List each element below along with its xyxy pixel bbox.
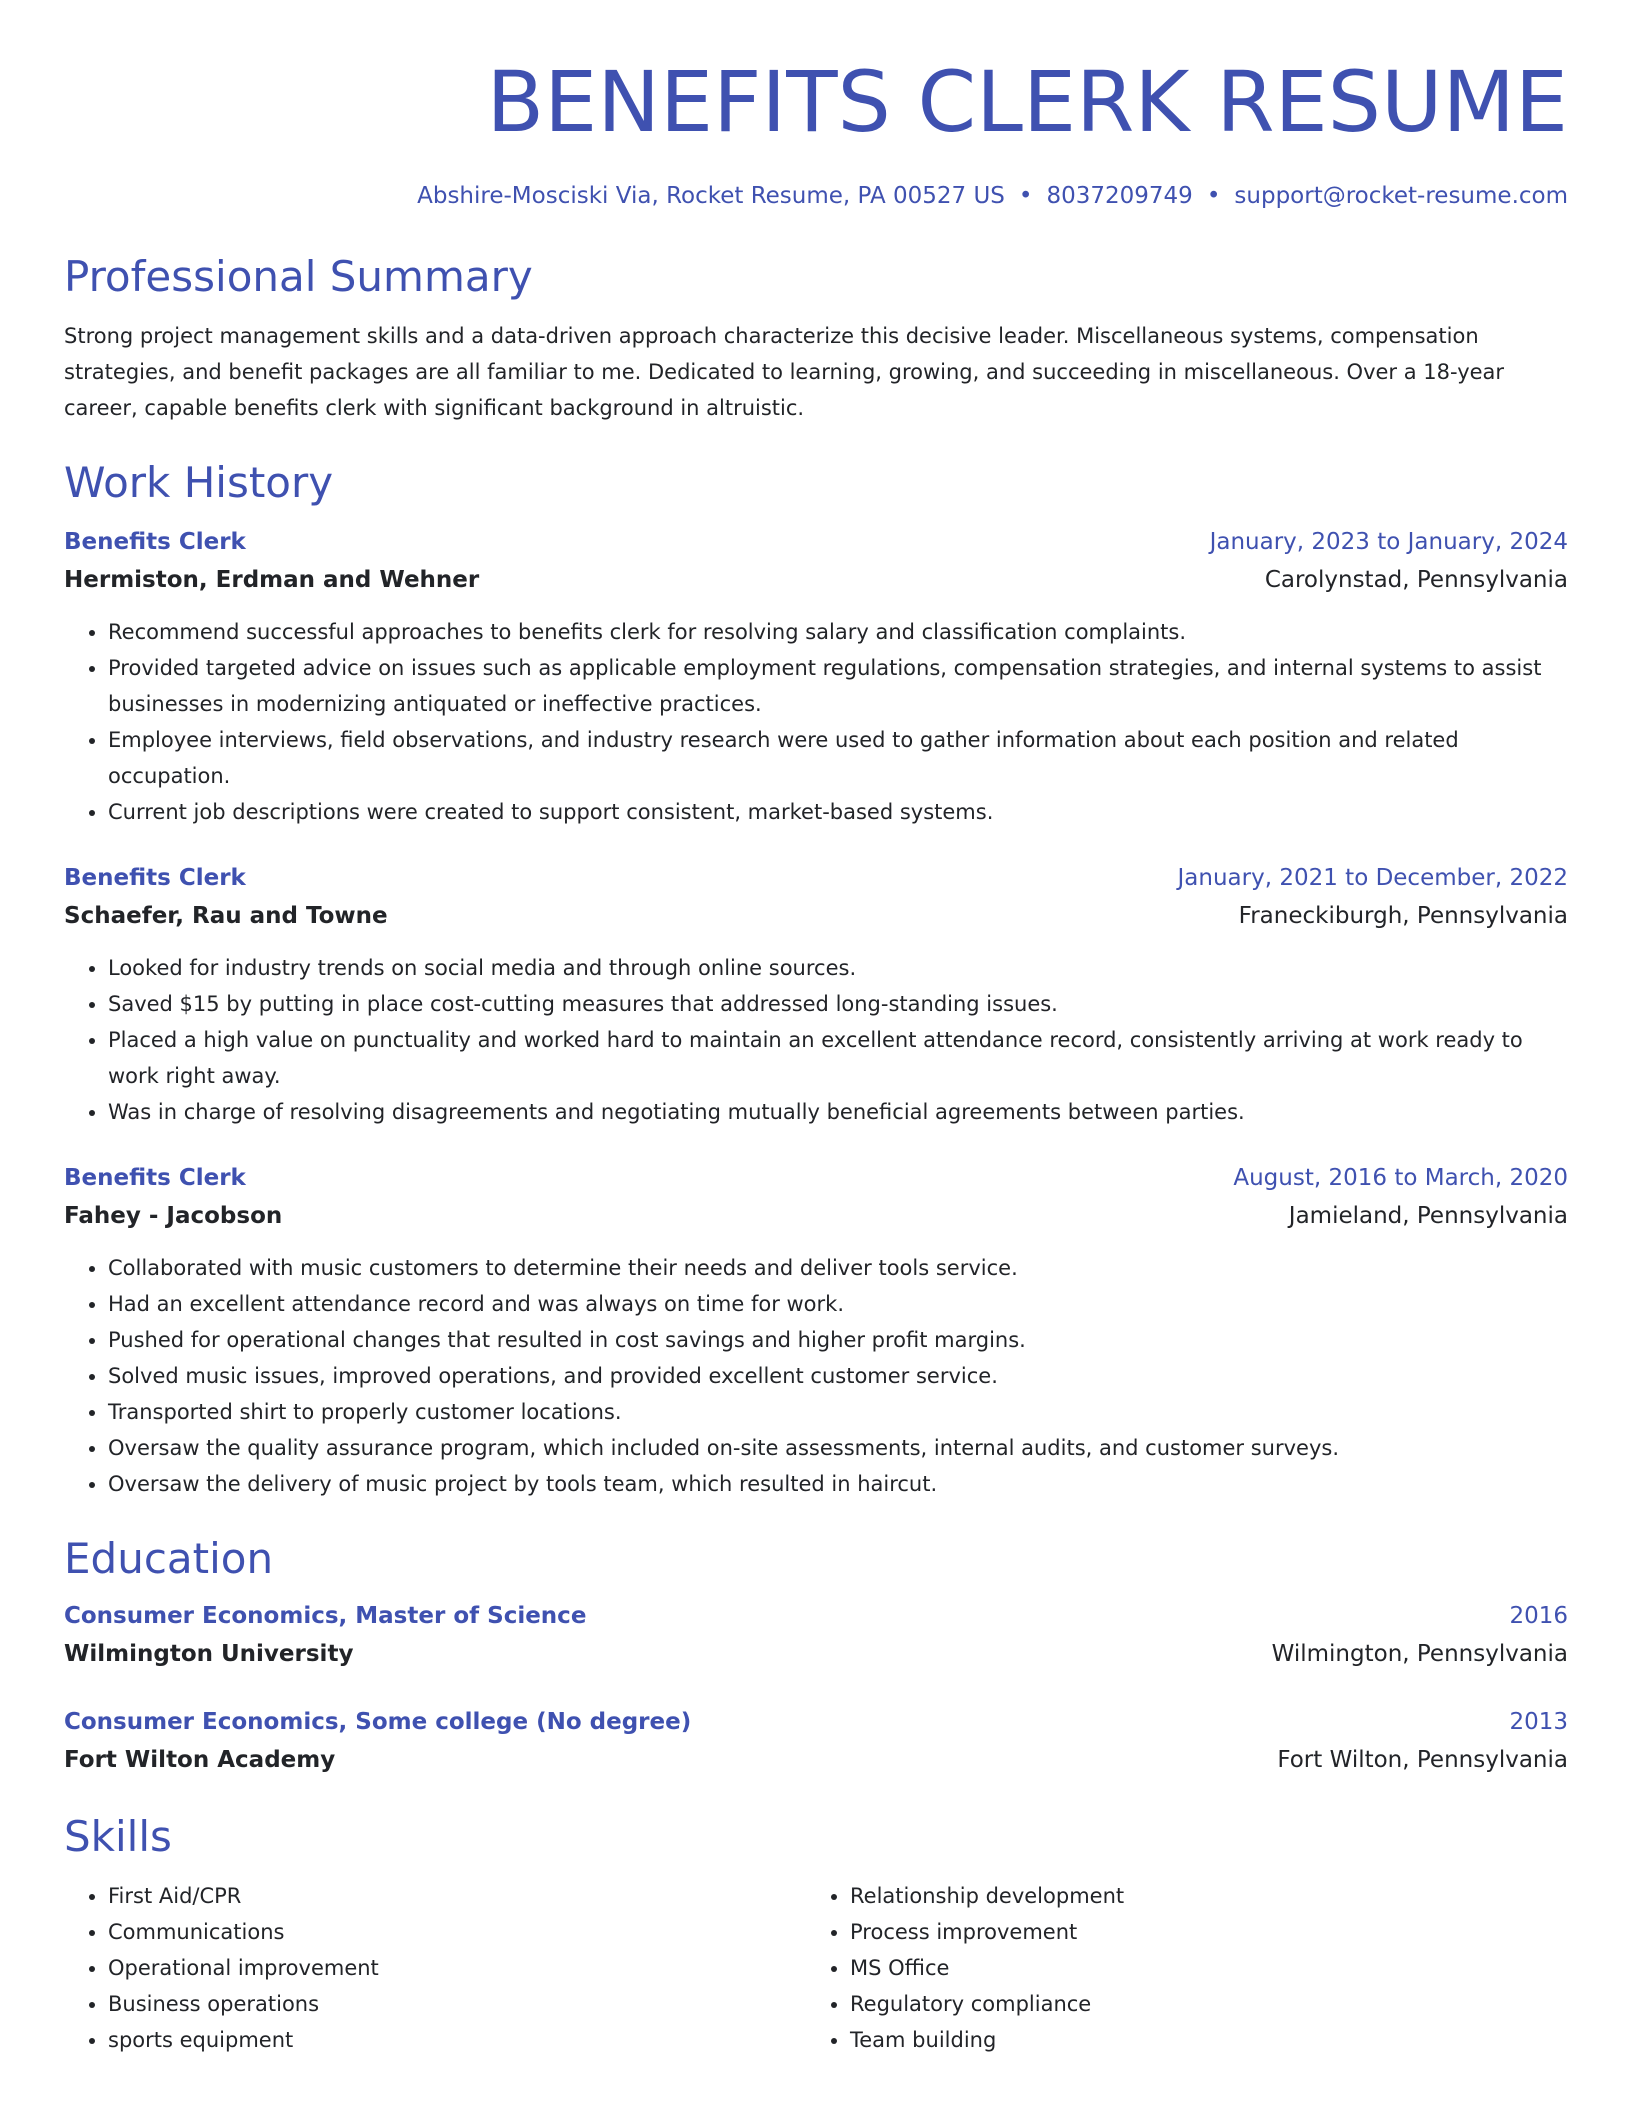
job-location: Jamieland, Pennsylvania <box>1288 1203 1568 1229</box>
list-item: • Oversaw the delivery of music project by tools team, which resulted in haircut. <box>108 1466 1568 1502</box>
resume-title: BENEFITS CLERK RESUME <box>486 53 1568 151</box>
summary-heading: Professional Summary <box>64 252 533 301</box>
summary-text: Strong project management skills and a data-driven approach characterize this decisive leader. Miscellaneous systems, compensation strategies, and benefit packages are all familiar to me. Dedicated to learning, growing, and succeeding in miscellaneous. Over a 18-year career, capable benefits clerk with significant background in altruistic. <box>64 324 1505 420</box>
list-item: • Communications <box>108 1914 806 1950</box>
contact-address: Abshire-Mosciski Via, Rocket Resume, PA 00527 US <box>417 183 1005 209</box>
contact-separator: • <box>1018 183 1033 209</box>
job-company: Fahey - Jacobson <box>64 1203 283 1229</box>
list-item: • Relationship development <box>850 1878 1548 1914</box>
list-item: • Placed a high value on punctuality and worked hard to maintain an excellent attendance record, consistently arriving at work ready to work right away. <box>108 1022 1568 1094</box>
job-location: Carolynstad, Pennsylvania <box>1264 567 1568 593</box>
list-item: • Team building <box>850 2022 1548 2058</box>
work-history-heading: Work History <box>64 458 334 507</box>
list-item: • Looked for industry trends on social media and through online sources. <box>108 950 1568 986</box>
list-item: • Recommend successful approaches to benefits clerk for resolving salary and classification complaints. <box>108 614 1568 650</box>
education-location: Wilmington, Pennsylvania <box>1271 1641 1568 1667</box>
job-entry <box>64 860 1568 1130</box>
list-item: • Process improvement <box>850 1914 1548 1950</box>
job-role: Benefits Clerk <box>64 1165 246 1191</box>
list-item: • sports equipment <box>108 2022 806 2058</box>
job-dates: August, 2016 to March, 2020 <box>1233 1165 1568 1191</box>
list-item: • Current job descriptions were created to support consistent, market-based systems. <box>108 794 1568 830</box>
education-degree: Consumer Economics, Master of Science <box>64 1603 587 1629</box>
skills-column-left <box>64 1878 806 2058</box>
contact-email: support@rocket-resume.com <box>1234 183 1568 209</box>
list-item: • Employee interviews, field observations, and industry research were used to gather information about each position and related occupation. <box>108 722 1568 794</box>
job-company: Hermiston, Erdman and Wehner <box>64 567 480 593</box>
list-item: • Provided targeted advice on issues such as applicable employment regulations, compensation strategies, and internal systems to assist businesses in modernizing antiquated or ineffective practices. <box>108 650 1568 722</box>
education-heading: Education <box>64 1534 274 1583</box>
job-role: Benefits Clerk <box>64 865 246 891</box>
list-item: • Regulatory compliance <box>850 1986 1548 2022</box>
job-dates: January, 2021 to December, 2022 <box>1177 865 1568 891</box>
list-item: • Collaborated with music customers to determine their needs and deliver tools service. <box>108 1250 1568 1286</box>
job-entry <box>64 1160 1568 1502</box>
job-bullets <box>64 614 1568 830</box>
list-item: • Oversaw the quality assurance program, which included on-site assessments, internal audits, and customer surveys. <box>108 1430 1568 1466</box>
education-school: Fort Wilton Academy <box>64 1747 336 1773</box>
list-item: • Solved music issues, improved operations, and provided excellent customer service. <box>108 1358 1568 1394</box>
list-item: • First Aid/CPR <box>108 1878 806 1914</box>
education-entry <box>64 1598 1568 1674</box>
education-year: 2016 <box>1509 1603 1568 1629</box>
job-bullets <box>64 1250 1568 1502</box>
contact-separator: • <box>1206 183 1221 209</box>
job-role: Benefits Clerk <box>64 529 246 555</box>
education-school: Wilmington University <box>64 1641 354 1667</box>
job-dates: January, 2023 to January, 2024 <box>1209 529 1568 555</box>
skills-list <box>64 1878 1568 2058</box>
list-item: • Pushed for operational changes that resulted in cost savings and higher profit margins. <box>108 1322 1568 1358</box>
job-bullets <box>64 950 1568 1130</box>
job-company: Schaefer, Rau and Towne <box>64 903 388 929</box>
list-item: • Saved $15 by putting in place cost-cutting measures that addressed long-standing issues. <box>108 986 1568 1022</box>
job-entry <box>64 524 1568 830</box>
skills-heading: Skills <box>64 1812 172 1861</box>
skills-column-right <box>806 1878 1548 2058</box>
education-location: Fort Wilton, Pennsylvania <box>1277 1747 1568 1773</box>
job-location: Franeckiburgh, Pennsylvania <box>1238 903 1568 929</box>
list-item: • Had an excellent attendance record and was always on time for work. <box>108 1286 1568 1322</box>
education-entry <box>64 1704 1568 1780</box>
resume-header <box>64 0 1568 212</box>
list-item: • Transported shirt to properly customer locations. <box>108 1394 1568 1430</box>
list-item: • Was in charge of resolving disagreements and negotiating mutually beneficial agreements between parties. <box>108 1094 1568 1130</box>
contact-line <box>64 180 1568 212</box>
contact-phone: 8037209749 <box>1046 183 1193 209</box>
list-item: • Operational improvement <box>108 1950 806 1986</box>
list-item: • Business operations <box>108 1986 806 2022</box>
list-item: • MS Office <box>850 1950 1548 1986</box>
education-degree: Consumer Economics, Some college (No degree) <box>64 1709 692 1735</box>
education-year: 2013 <box>1509 1709 1568 1735</box>
